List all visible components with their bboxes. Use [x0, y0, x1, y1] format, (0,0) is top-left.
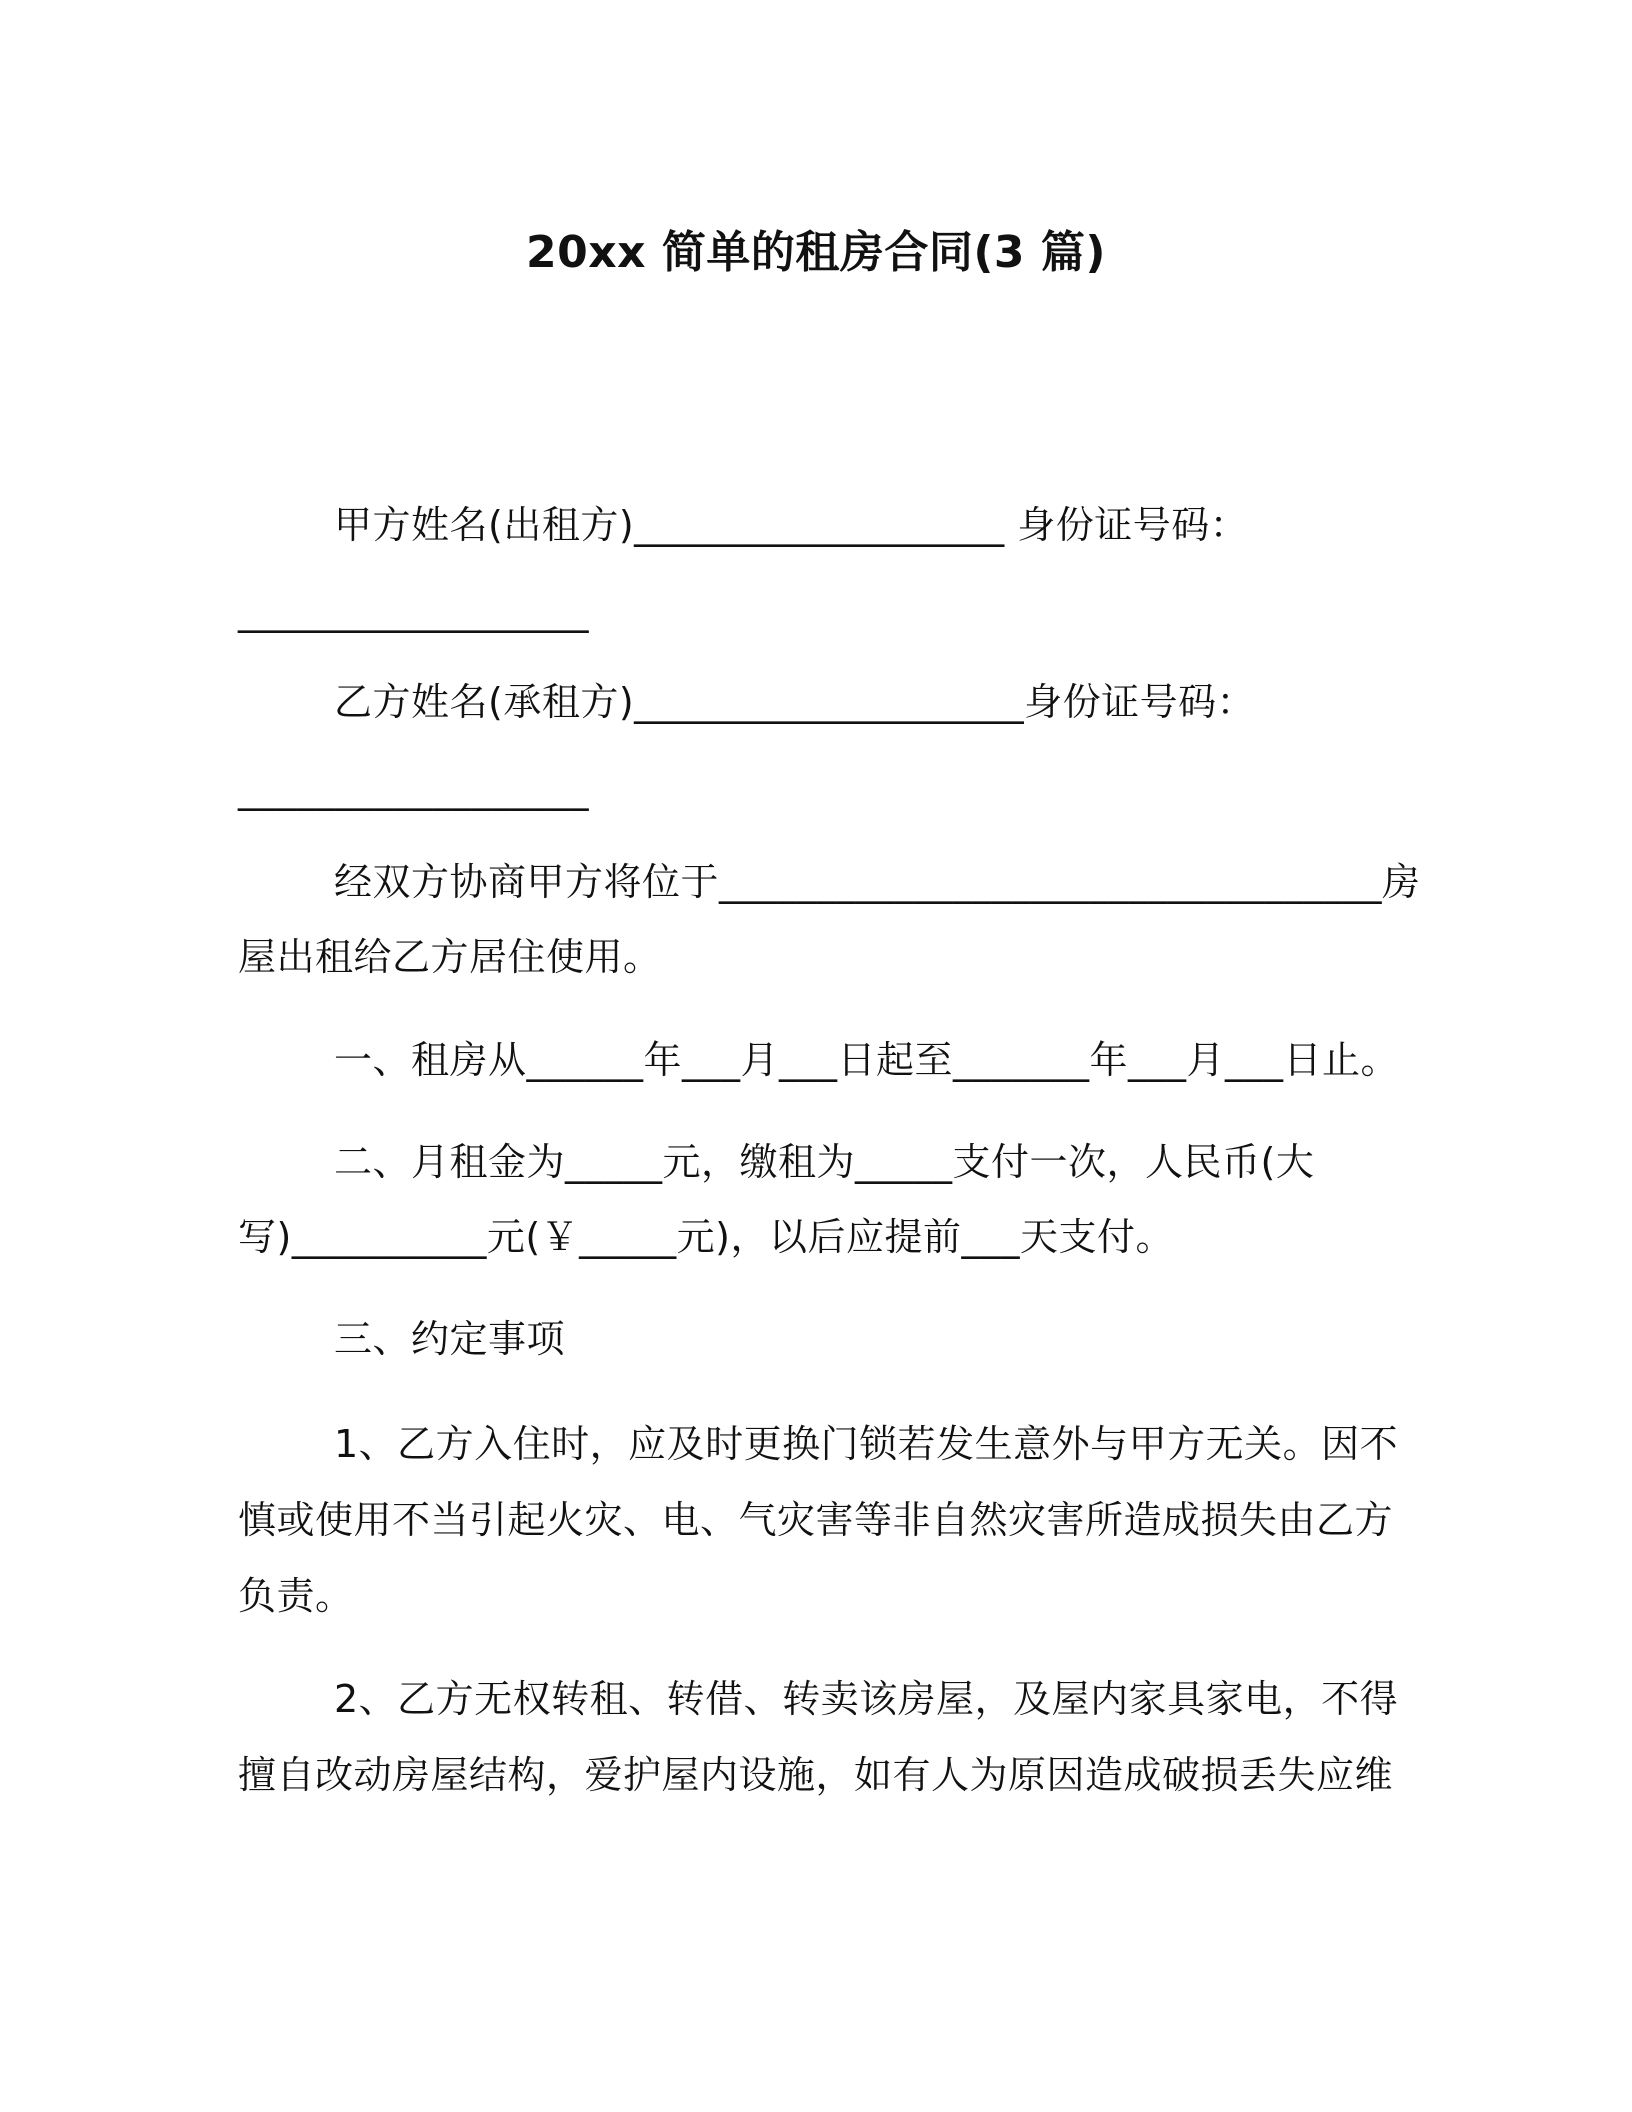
clause-1-line-2: 慎或使用不当引起火灾、电、气灾害等非自然灾害所造成损失由乙方	[238, 1498, 1394, 1542]
clause-1-line-3: 负责。	[238, 1574, 354, 1618]
premises-line: 经双方协商甲方将位于__________________________________房	[334, 860, 1421, 904]
section-heading: 三、约定事项	[334, 1317, 566, 1361]
clause-2-line-2: 擅自改动房屋结构，爱护屋内设施，如有人为原因造成破损丢失应维	[238, 1753, 1394, 1797]
party-a-id-blank: __________________	[238, 589, 589, 633]
clause-1-line-1: 1、乙方入住时，应及时更换门锁若发生意外与甲方无关。因不	[334, 1422, 1399, 1466]
premises-line-continued: 屋出租给乙方居住使用。	[238, 935, 662, 979]
document-title: 20xx 简单的租房合同(3 篇)	[526, 227, 1106, 278]
clause-2-line-1: 2、乙方无权转租、转借、转卖该房屋，及屋内家具家电，不得	[334, 1677, 1399, 1721]
party-b-line: 乙方姓名(承租方)____________________身份证号码：	[334, 680, 1256, 724]
lease-term-line: 一、租房从______年___月___日起至_______年___月___日止。	[334, 1038, 1400, 1082]
party-a-line: 甲方姓名(出租方)___________________ 身份证号码：	[334, 503, 1249, 547]
rent-line-continued: 写)__________元(￥_____元)，以后应提前___天支付。	[238, 1215, 1174, 1259]
rent-line: 二、月租金为_____元，缴租为_____支付一次，人民币(大	[334, 1140, 1315, 1184]
party-b-id-blank: __________________	[238, 767, 589, 811]
